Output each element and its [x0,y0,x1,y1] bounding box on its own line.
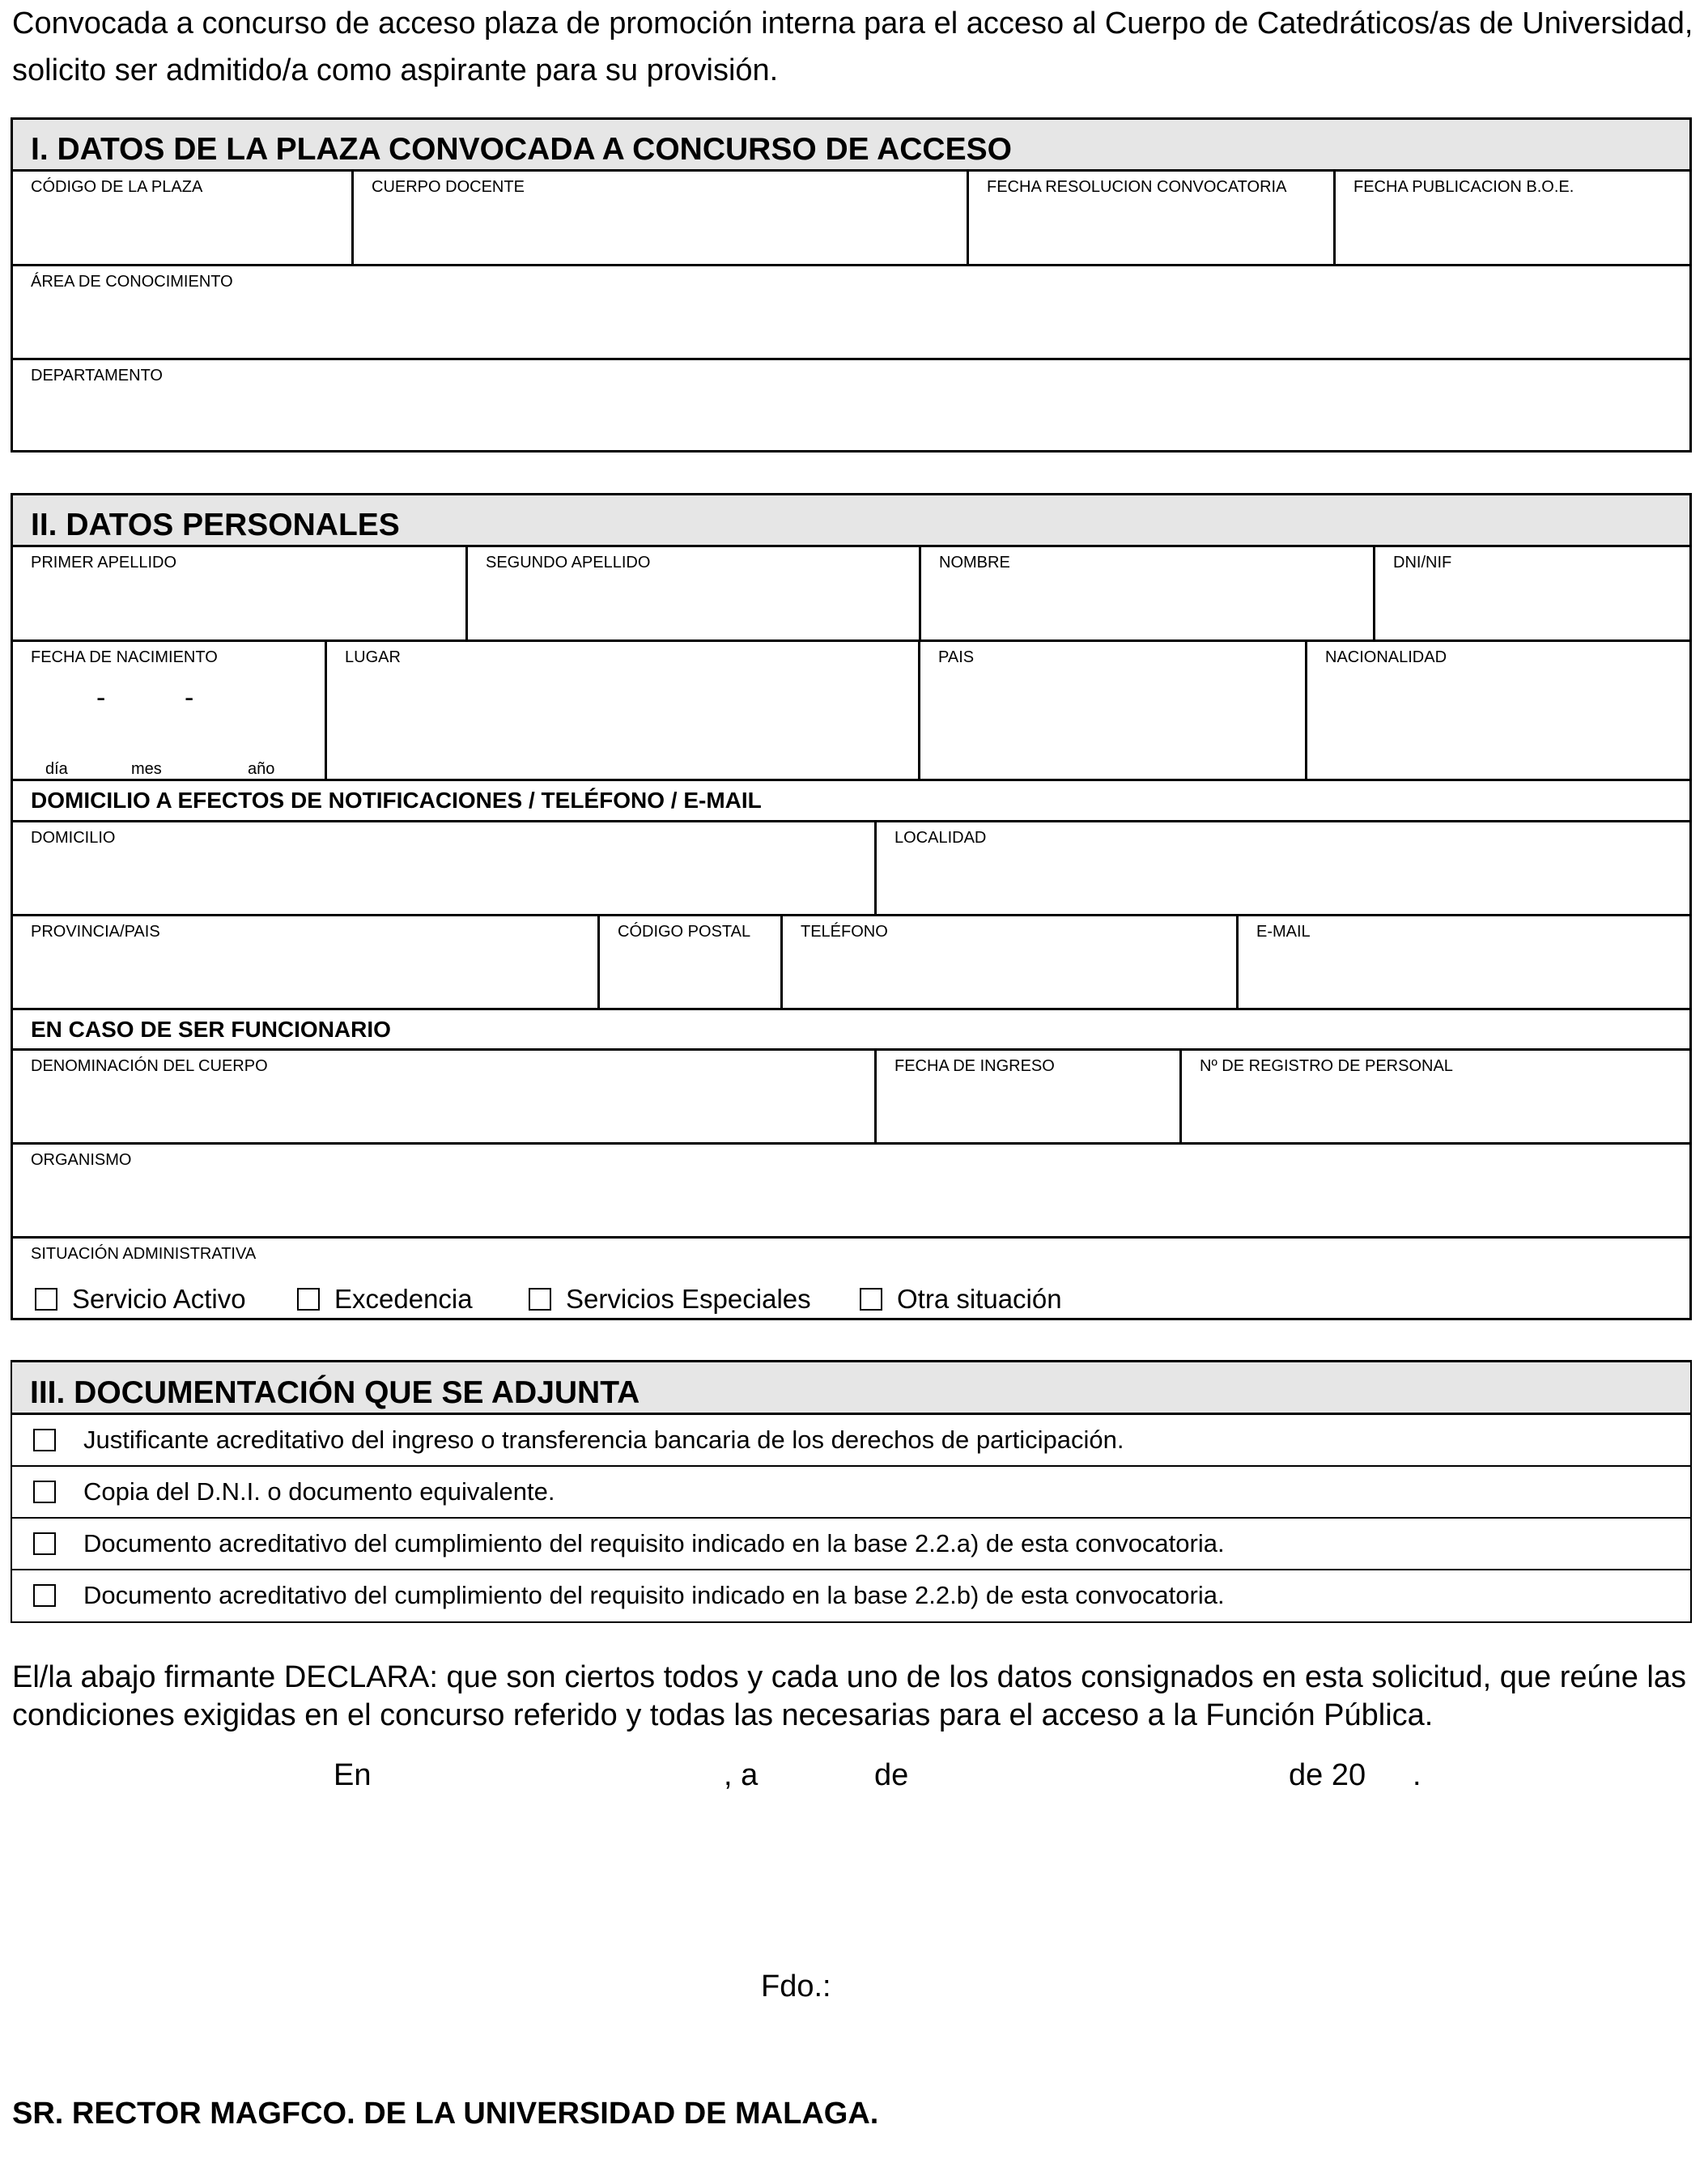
telefono-label: TELÉFONO [801,923,888,941]
doc-item-label: Documento acreditativo del cumplimiento del requisito indicado en la base 2.2.b) de esta convocatoria. [83,1581,1225,1609]
codigo-postal-field[interactable] [597,916,780,1008]
situacion-row [13,1239,1689,1320]
codigo-plaza-label: CÓDIGO DE LA PLAZA [31,178,203,196]
denominacion-label: DENOMINACIÓN DEL CUERPO [31,1057,268,1075]
place-de-year: de 20 [1289,1758,1366,1792]
anio-label: año [248,760,275,778]
section-plaza [11,117,1692,453]
doc-item-base-2-2-b[interactable] [12,1570,1690,1622]
primer-apellido-field[interactable] [13,547,465,639]
date-separator: - [96,682,106,713]
section-personal-title [13,495,1689,547]
checkbox[interactable] [33,1481,56,1503]
intro-text: Convocada a concurso de acceso plaza de promoción interna para el acceso al Cuerpo de Catedráticos/as de Universidad, solicito ser admitido/a como aspirante para su provisión. [12,6,1693,87]
email-label: E-MAIL [1256,923,1311,941]
fecha-publicacion-label: FECHA PUBLICACION B.O.E. [1353,178,1574,196]
doc-item-label: Documento acreditativo del cumplimiento del requisito indicado en la base 2.2.a) de esta convocatoria. [83,1529,1225,1557]
registro-label: Nº DE REGISTRO DE PERSONAL [1200,1057,1453,1075]
email-field[interactable] [1236,916,1689,1008]
lugar-field[interactable] [325,642,918,779]
option-servicios-especiales[interactable] [529,1284,811,1315]
nombre-field[interactable] [919,547,1373,639]
fecha-publicacion-field[interactable] [1333,172,1689,264]
codigo-postal-label: CÓDIGO POSTAL [618,923,751,941]
mes-label: mes [131,760,162,778]
personal-row-4 [13,822,1689,916]
place-dot: . [1413,1758,1421,1792]
nacionalidad-field[interactable] [1305,642,1689,779]
option-label: Servicio Activo [72,1284,246,1314]
addressee: SR. RECTOR MAGFCO. DE LA UNIVERSIDAD DE MALAGA. [12,2097,879,2131]
cuerpo-docente-label: CUERPO DOCENTE [372,178,525,196]
dia-label: día [45,760,68,778]
doc-item-base-2-2-a[interactable] [12,1519,1690,1570]
organismo-label: ORGANISMO [31,1151,132,1169]
doc-item-justificante[interactable] [12,1415,1690,1467]
option-label: Excedencia [334,1284,473,1314]
option-otra-situacion[interactable] [860,1284,1062,1315]
section-personal [11,493,1692,1320]
section-plaza-title [13,120,1689,172]
localidad-label: LOCALIDAD [894,829,987,847]
localidad-field[interactable] [874,822,1689,914]
checkbox[interactable] [33,1429,56,1451]
section-documentacion-title-text: III. DOCUMENTACIÓN QUE SE ADJUNTA [30,1375,640,1410]
pais-field[interactable] [918,642,1305,779]
lugar-label: LUGAR [345,648,401,666]
funcionario-heading: EN CASO DE SER FUNCIONARIO [31,1017,391,1042]
domicilio-heading-row [13,781,1689,822]
domicilio-field[interactable] [13,822,874,914]
doc-item-dni[interactable] [12,1467,1690,1519]
telefono-field[interactable] [780,916,1236,1008]
situacion-label: SITUACIÓN ADMINISTRATIVA [31,1245,257,1263]
doc-item-label: Justificante acreditativo del ingreso o transferencia bancaria de los derechos de participación. [83,1426,1124,1454]
section-documentacion-title [12,1362,1690,1415]
personal-row-7 [13,1051,1689,1145]
dni-label: DNI/NIF [1393,554,1452,571]
nombre-label: NOMBRE [939,554,1010,571]
personal-row-2 [13,642,1689,781]
place-de-month: de [874,1758,909,1792]
codigo-plaza-field[interactable] [13,172,351,264]
cuerpo-docente-field[interactable] [351,172,967,264]
fecha-nacimiento-label: FECHA DE NACIMIENTO [31,648,218,666]
area-label: ÁREA DE CONOCIMIENTO [31,273,233,291]
registro-field[interactable] [1179,1051,1689,1142]
section-documentacion [11,1360,1692,1623]
checkbox[interactable] [35,1288,57,1311]
option-excedencia[interactable] [297,1284,473,1315]
place-a: , a [724,1758,759,1792]
doc-item-label: Copia del D.N.I. o documento equivalente. [83,1477,555,1506]
option-servicio-activo[interactable] [35,1284,246,1315]
fecha-resolucion-label: FECHA RESOLUCION CONVOCATORIA [987,178,1287,196]
primer-apellido-label: PRIMER APELLIDO [31,554,177,571]
checkbox[interactable] [33,1532,56,1555]
checkbox[interactable] [297,1288,320,1311]
domicilio-label: DOMICILIO [31,829,116,847]
option-label: Otra situación [897,1284,1062,1314]
place-en: En [334,1758,372,1792]
checkbox[interactable] [33,1584,56,1607]
segundo-apellido-field[interactable] [465,547,919,639]
fecha-ingreso-field[interactable] [874,1051,1179,1142]
date-separator: - [185,682,194,713]
option-label: Servicios Especiales [566,1284,811,1314]
dni-field[interactable] [1373,547,1689,639]
nacionalidad-label: NACIONALIDAD [1325,648,1447,666]
fecha-ingreso-label: FECHA DE INGRESO [894,1057,1055,1075]
organismo-row[interactable] [13,1145,1689,1239]
pais-label: PAIS [938,648,975,666]
section-personal-title-text: II. DATOS PERSONALES [31,508,400,542]
fecha-nacimiento-field[interactable] [13,642,325,779]
domicilio-heading: DOMICILIO A EFECTOS DE NOTIFICACIONES / TELÉFONO / E-MAIL [31,788,762,813]
personal-row-5 [13,916,1689,1010]
area-row[interactable] [13,266,1689,360]
checkbox[interactable] [860,1288,882,1311]
provincia-label: PROVINCIA/PAIS [31,923,160,941]
signature-label: Fdo.: [761,1969,831,2003]
fecha-resolucion-field[interactable] [967,172,1333,264]
section-plaza-title-text: I. DATOS DE LA PLAZA CONVOCADA A CONCURSO DE ACCESO [31,132,1012,167]
declaration-text: El/la abajo firmante DECLARA: que son ciertos todos y cada uno de los datos consignados en esta solicitud, que reúne las condiciones exigidas en el concurso referido y todas las necesarias para el acceso a la Función Pública. [12,1660,1687,1732]
funcionario-heading-row [13,1010,1689,1051]
checkbox[interactable] [529,1288,551,1311]
denominacion-field[interactable] [13,1051,874,1142]
plaza-row-1 [13,172,1689,266]
segundo-apellido-label: SEGUNDO APELLIDO [486,554,651,571]
personal-row-1 [13,547,1689,642]
departamento-row[interactable] [13,360,1689,453]
departamento-label: DEPARTAMENTO [31,367,163,385]
provincia-field[interactable] [13,916,597,1008]
